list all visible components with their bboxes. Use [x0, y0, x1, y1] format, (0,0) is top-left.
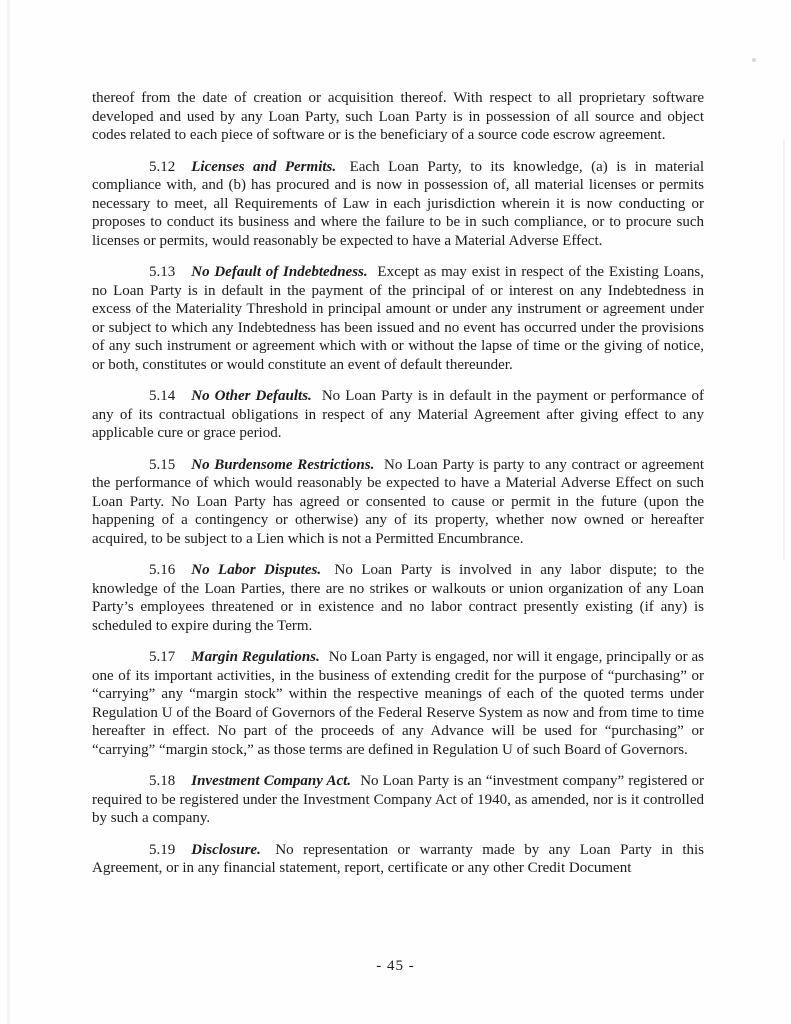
section-body: Each Loan Party, to its knowledge, (a) is in material compliance with, and (b) has procured and is now in possession of, all material licenses or permits necessary to meet, all Requirements of Law in each jurisdiction wherein it is now conducting or proposes to conduct its business and where the failure to be in such compliance, or to procure such licenses or permits, would reasonably be expected to have a Material Adverse Effect.	[92, 158, 704, 249]
section-title: Disclosure.	[191, 841, 261, 858]
section-number: 5.18	[149, 773, 176, 789]
section-number: 5.15	[149, 456, 176, 473]
section-number: 5.17	[149, 649, 176, 665]
paragraph-continuation: thereof from the date of creation or acquisition thereof. With respect to all proprietary software developed and used by any Loan Party, such Loan Party is in possession of all source and object codes related to each piece of software or is the beneficiary of a source code escrow agreement.	[92, 90, 704, 143]
page-body-text	[92, 89, 704, 891]
section-number: 5.13	[149, 264, 176, 280]
section-5-14	[92, 387, 704, 443]
section-body: No Loan Party is engaged, nor will it engage, principally or as one of its important activities, in the business of extending credit for the purpose of “purchasing” or “carrying” any “margin stock” within the respective meanings of each of the quoted terms under Regulation U of the Board of Governors of the Federal Reserve System as now and from time to time hereafter in effect. No part of the proceeds of any Advance will be used for “purchasing” or “carrying” “margin stock,” as those terms are defined in Regulation U of such Board of Governors.	[92, 649, 705, 758]
section-5-16	[92, 561, 704, 635]
section-5-12	[92, 158, 704, 251]
section-body: Except as may exist in respect of the Existing Loans, no Loan Party is in default in the payment of the principal of or interest on any Indebtedness in excess of the Materiality Threshold in principal amount or under any instrument or agreement under or subject to which any Indebtedness has been issued and no event has occurred under the provisions of any such instrument or agreement which with or without the lapse of time or the giving of notice, or both, constitutes or would constitute an event of default thereunder.	[92, 264, 705, 373]
section-title: No Other Defaults.	[191, 388, 312, 404]
section-title: Investment Company Act.	[191, 773, 352, 789]
section-body: No Loan Party is involved in any labor dispute; to the knowledge of the Loan Parties, there are no strikes or walkouts or union organization of any Loan Party’s employees threatened or in existence and no labor contract presently existing (if any) is scheduled to expire during the Term.	[92, 562, 704, 634]
section-number: 5.14	[149, 388, 176, 404]
section-number: 5.12	[149, 158, 176, 175]
scan-edge-artifact-left	[7, 0, 10, 1024]
section-number: 5.19	[149, 841, 176, 858]
section-5-15	[92, 456, 704, 549]
section-5-13	[92, 263, 704, 374]
page-number: - 45 -	[376, 958, 415, 974]
section-body: No Loan Party is party to any contract or agreement the performance of which would reasonably be expected to have a Material Adverse Effect on such Loan Party. No Loan Party has agreed or consented to cause or permit in the future (upon the happening of a contingency or otherwise) any of its property, whether now owned or hereafter acquired, to be subject to a Lien which is not a Permitted Encumbrance.	[92, 456, 705, 547]
section-title: No Burdensome Restrictions.	[191, 456, 375, 473]
section-5-19	[92, 841, 704, 878]
section-body: No representation or warranty made by any Loan Party in this Agreement, or in any financial statement, report, certificate or any other Credit Document	[92, 841, 705, 876]
section-number: 5.16	[149, 562, 176, 578]
section-5-17	[92, 648, 704, 759]
section-body: No Loan Party is in default in the payment or performance of any of its contractual obligations in respect of any Material Agreement after giving effect to any applicable cure or grace period.	[92, 388, 704, 441]
scan-dot-artifact	[752, 58, 756, 62]
section-body: No Loan Party is an “investment company” registered or required to be registered under the Investment Company Act of 1940, as amended, nor is it controlled by such a company.	[92, 773, 705, 826]
section-5-18	[92, 772, 704, 828]
scan-edge-artifact-right	[783, 140, 785, 560]
section-title: No Default of Indebtedness.	[191, 264, 368, 280]
section-title: Margin Regulations.	[191, 649, 320, 665]
section-title: No Labor Disputes.	[191, 562, 322, 578]
section-title: Licenses and Permits.	[191, 158, 337, 175]
